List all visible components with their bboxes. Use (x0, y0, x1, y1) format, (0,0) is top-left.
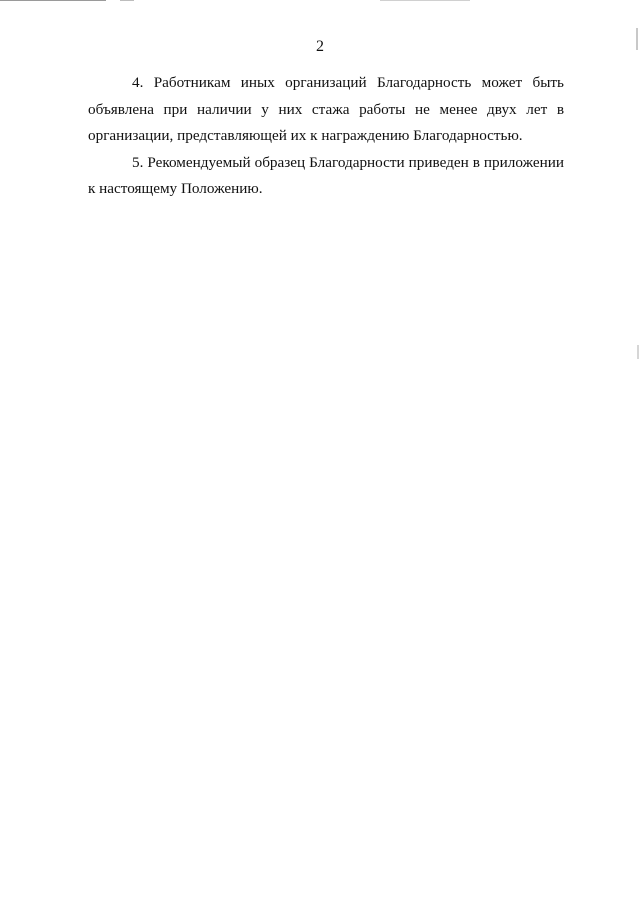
scan-edge-mark (637, 345, 639, 359)
scan-edge-mark (120, 0, 134, 1)
scan-edge-mark (0, 0, 106, 1)
document-body (88, 70, 564, 203)
page-number: 2 (316, 38, 324, 55)
paragraph-item-5: 5. Рекомендуемый образец Благодарности приведен в приложении к настоящему Положению. (88, 153, 564, 197)
scan-edge-mark (380, 0, 470, 1)
paragraph-item-4: 4. Работникам иных организаций Благодарность может быть объявлена при наличии у них стажа работы не менее двух лет в организации, представляющей их к награждению Благодарностью. (88, 74, 564, 144)
